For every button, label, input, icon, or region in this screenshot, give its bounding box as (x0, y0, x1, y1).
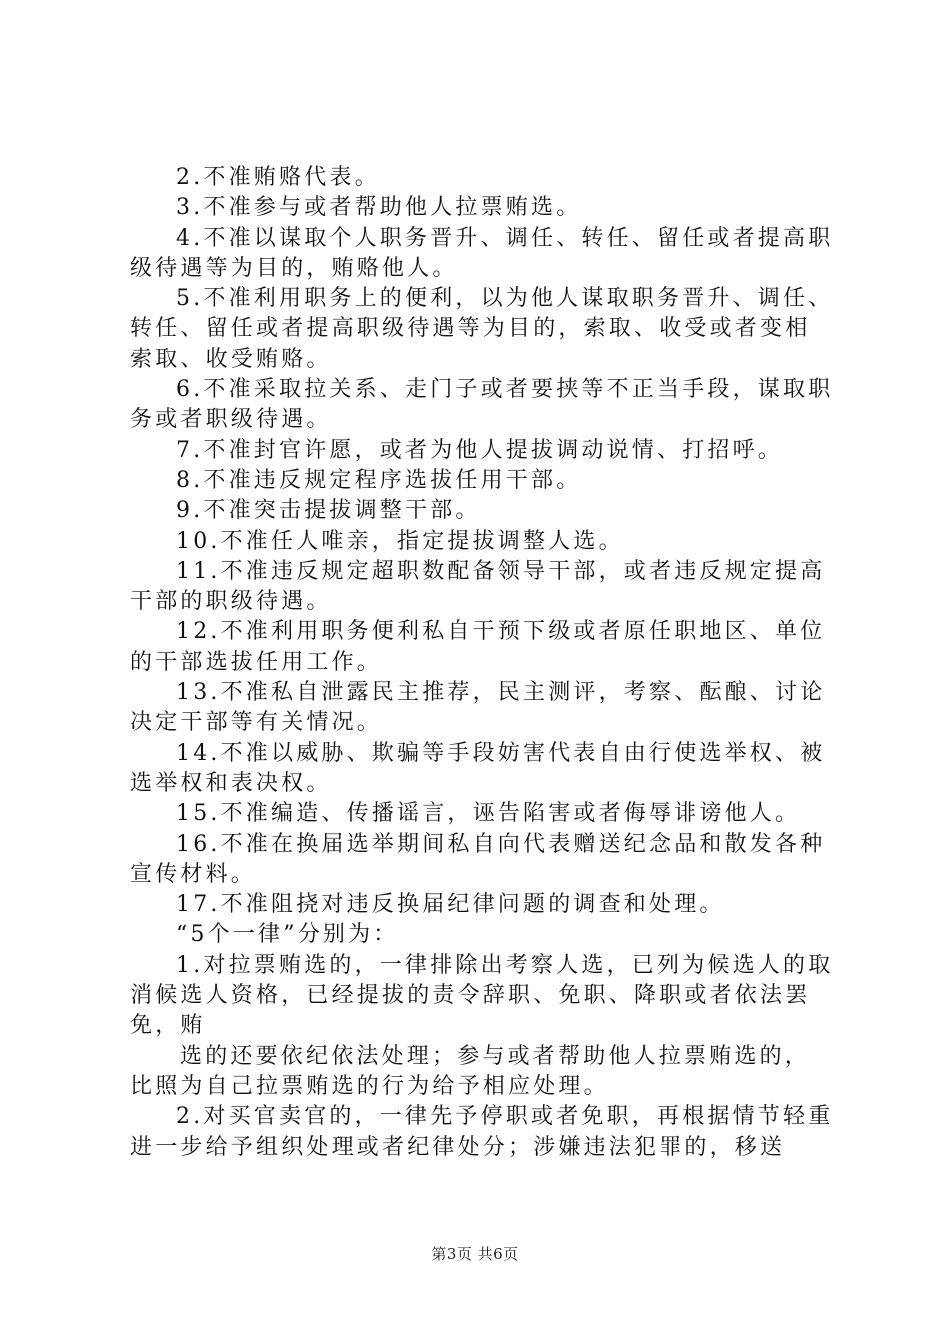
paragraph: 9.不准突击提拔调整干部。 (176, 498, 481, 524)
paragraph: 4.不准以谋取个人职务晋升、调任、转任、留任或者提高职级待遇等为目的，贿赂他人。 (130, 225, 834, 281)
paragraph: 选的还要依纪依法处理；参与或者帮助他人拉票贿选的，比照为自己拉票贿选的行为给予相应处理。 (130, 1043, 811, 1099)
paragraph: 16.不准在换届选举期间私自向代表赠送纪念品和散发各种宣传材料。 (130, 831, 826, 887)
paragraph: 13.不准私自泄露民主推荐，民主测评，考察、酝酿、讨论决定干部等有关情况。 (130, 680, 826, 736)
paragraph: 5.不准利用职务上的便利，以为他人谋取职务晋升、调任、转任、留任或者提高职级待遇等为目的，索取、收受或者变相索取、收受贿赂。 (130, 286, 834, 372)
paragraph: 8.不准违反规定程序选拔任用干部。 (176, 467, 582, 493)
paragraph: 7.不准封官许愿，或者为他人提拔调动说情、打招呼。 (176, 437, 783, 463)
paragraph: 2.对买官卖官的，一律先予停职或者免职，再根据情节轻重进一步给予组织处理或者纪律处分；涉嫌违法犯罪的，移送 (130, 1104, 834, 1160)
section-heading: “5个一律”分别为： (176, 922, 399, 948)
document-body (130, 163, 835, 1163)
paragraph: 3.不准参与或者帮助他人拉票贿选。 (176, 195, 582, 221)
paragraph: 1.对拉票贿选的，一律排除出考察人选，已列为候选人的取消候选人资格，已经提拔的责令辞职、免职、降职或者依法罢免，贿 (130, 952, 834, 1039)
paragraph: 14.不准以威胁、欺骗等手段妨害代表自由行使选举权、被选举权和表决权。 (130, 740, 826, 796)
paragraph: 17.不准阻挠对违反换届纪律问题的调查和处理。 (176, 892, 725, 918)
page-number-footer: 第3页 共6页 (431, 1245, 519, 1263)
paragraph: 15.不准编造、传播谣言，诬告陷害或者侮辱诽谤他人。 (176, 801, 801, 827)
paragraph: 2.不准贿赂代表。 (176, 165, 380, 190)
paragraph: 11.不准违反规定超职数配备领导干部，或者违反规定提高干部的职级待遇。 (130, 558, 826, 615)
paragraph: 10.不准任人唯亲，指定提拔调整人选。 (176, 528, 624, 554)
paragraph: 6.不准采取拉关系、走门子或者要挟等不正当手段，谋取职务或者职级待遇。 (130, 377, 834, 433)
paragraph: 12.不准利用职务便利私自干预下级或者原任职地区、单位的干部选拔任用工作。 (130, 619, 826, 675)
